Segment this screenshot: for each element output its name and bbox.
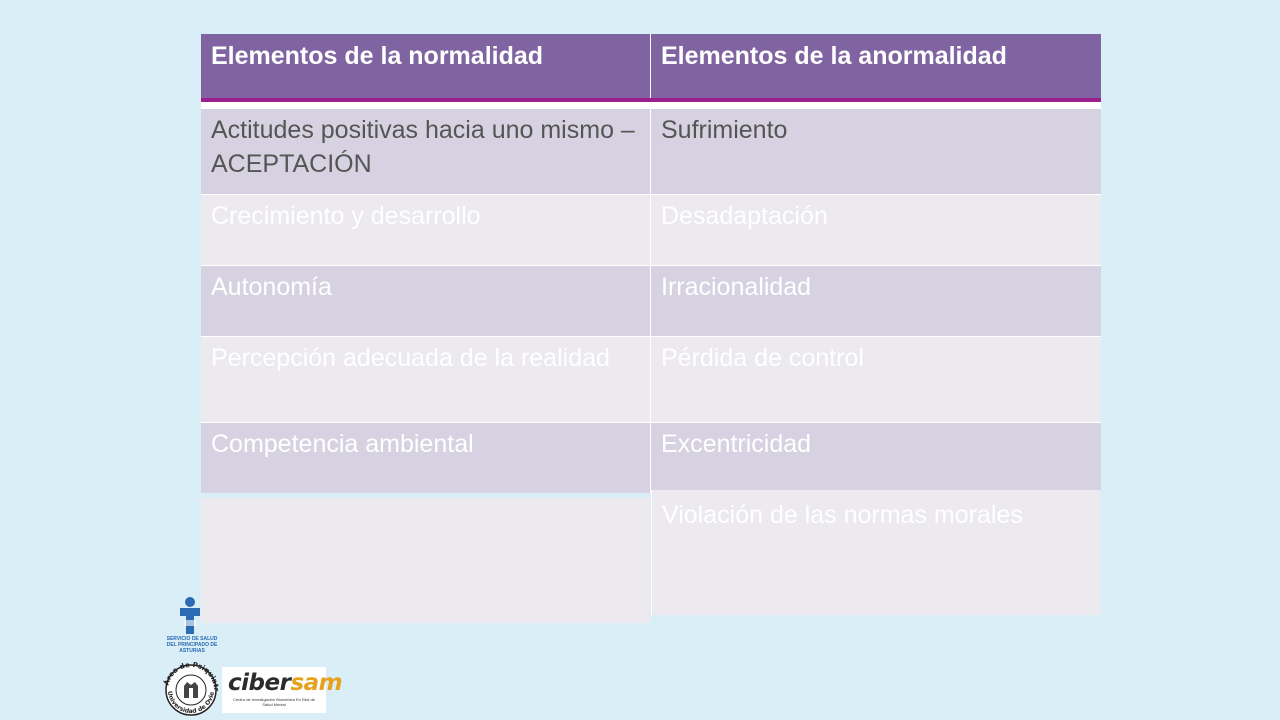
cell-abnormal: Irracionalidad xyxy=(651,266,1101,336)
servicio-salud-label xyxy=(160,636,224,654)
cibersam-wordmark xyxy=(228,669,343,697)
svg-text:Universidad de Oviedo: Universidad de Ovie xyxy=(165,690,216,716)
cell-normal-empty xyxy=(201,498,650,623)
table-row xyxy=(201,336,1101,422)
seal-icon xyxy=(160,660,222,716)
header-normalidad: Elementos de la normalidad xyxy=(201,34,651,98)
cell-normal: Competencia ambiental xyxy=(201,423,651,493)
cell-abnormal: Violación de las normas morales xyxy=(651,490,1101,615)
cibersam-logo xyxy=(222,667,343,713)
table-row-last xyxy=(201,490,1101,625)
table-row xyxy=(201,108,1101,194)
cell-normal: Actitudes positivas hacia uno mismo – ACEPTACIÓN xyxy=(201,109,651,194)
cell-abnormal: Pérdida de control xyxy=(651,337,1101,422)
table-row xyxy=(201,265,1101,336)
table-header xyxy=(201,34,1101,102)
cibersam-word-end: sam xyxy=(290,670,343,696)
cell-abnormal: Sufrimiento xyxy=(651,109,1101,194)
cibersam-word-start: ciber xyxy=(228,670,291,696)
universidad-oviedo-seal xyxy=(160,660,222,716)
cell-normal: Crecimiento y desarrollo xyxy=(201,195,651,265)
cell-abnormal: Desadaptación xyxy=(651,195,1101,265)
header-anormalidad: Elementos de la anormalidad xyxy=(661,42,1007,70)
cell-normal: Percepción adecuada de la realidad xyxy=(201,337,651,422)
salud-line2: DEL PRINCIPADO DE ASTURIAS xyxy=(166,642,218,654)
cibersam-subtitle: Centro de Investigación Biomédica En Red de Salud Mental xyxy=(233,697,315,707)
salud-line1: SERVICIO DE SALUD xyxy=(166,636,218,642)
cell-abnormal: Excentricidad xyxy=(651,423,1101,493)
comparison-table xyxy=(201,34,1101,493)
table-row xyxy=(201,422,1101,493)
cross-icon xyxy=(160,596,224,638)
table-row xyxy=(201,194,1101,265)
cell-normal: Autonomía xyxy=(201,266,651,336)
svg-text:Área de Psiquiatría: Área de Psiquiatr xyxy=(162,660,221,692)
